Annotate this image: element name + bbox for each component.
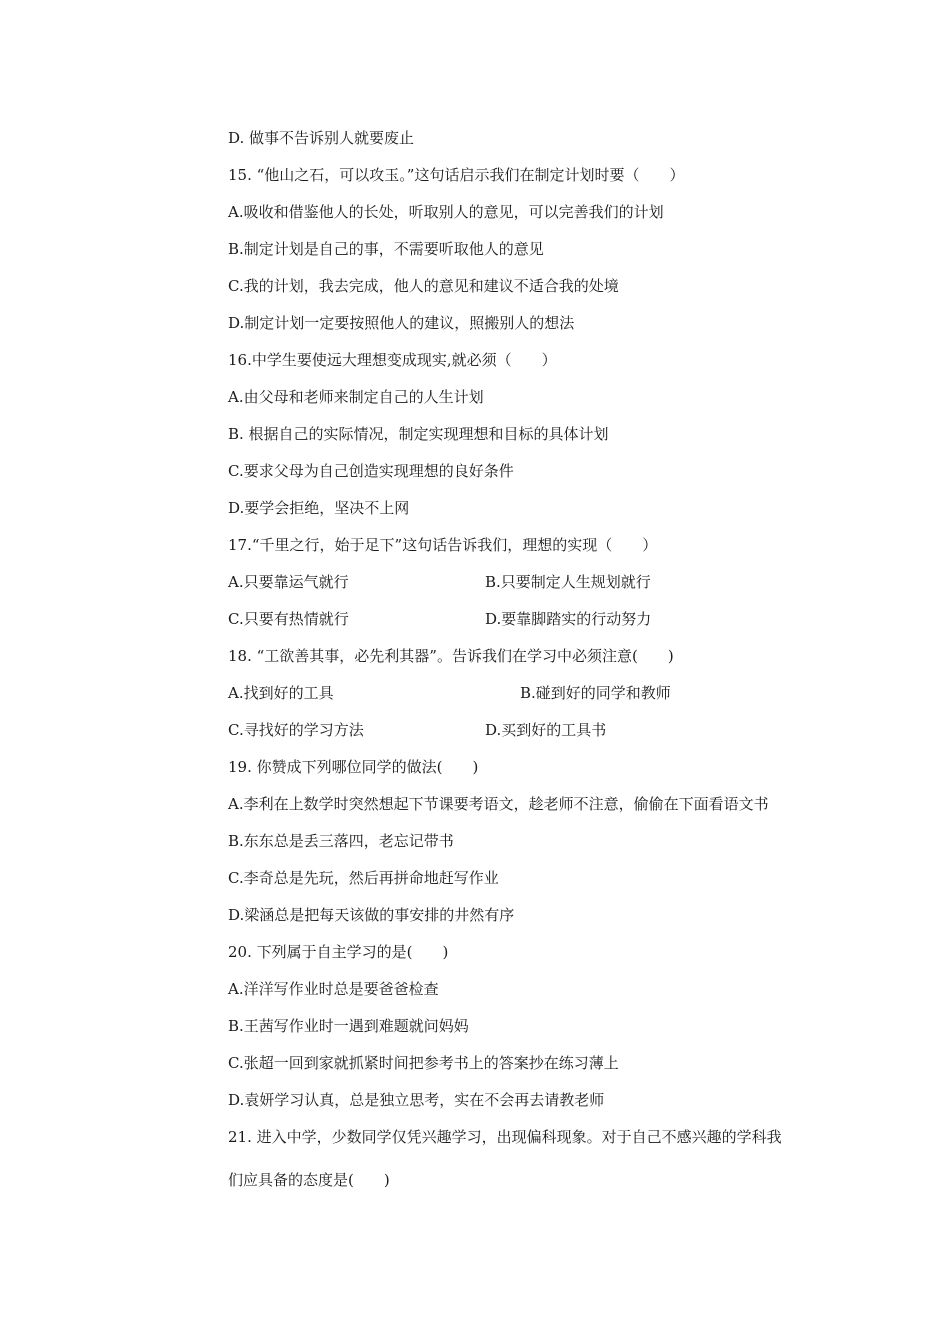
q17-option-d: D.要靠脚踏实的行动努力 (485, 610, 652, 628)
q20-option-a: A.洋洋写作业时总是要爸爸检查 (228, 980, 439, 998)
q20-question: 20. 下列属于自主学习的是( ) (228, 943, 449, 961)
q18-option-c: C.寻找好的学习方法 (228, 721, 364, 739)
q17-question: 17.“千里之行，始于足下”这句话告诉我们，理想的实现（ ） (228, 536, 658, 554)
q14-option-d: D. 做事不告诉别人就要废止 (228, 129, 415, 147)
q18-question: 18. “工欲善其事，必先利其器”。告诉我们在学习中必须注意( ) (228, 647, 674, 665)
q21-question-line-2: 们应具备的态度是( ) (228, 1171, 390, 1189)
q20-option-b: B.王茜写作业时一遇到难题就问妈妈 (228, 1017, 469, 1035)
q15-option-b: B.制定计划是自己的事，不需要听取他人的意见 (228, 240, 544, 258)
q18-option-d: D.买到好的工具书 (485, 721, 607, 739)
q18-option-a: A.找到好的工具 (228, 684, 334, 702)
q15-option-a: A.吸收和借鉴他人的长处，听取别人的意见，可以完善我们的计划 (228, 203, 664, 221)
q17-option-c: C.只要有热情就行 (228, 610, 349, 628)
q16-option-c: C.要求父母为自己创造实现理想的良好条件 (228, 462, 514, 480)
q18-option-b: B.碰到好的同学和教师 (520, 684, 671, 702)
q19-option-c: C.李奇总是先玩，然后再拼命地赶写作业 (228, 869, 499, 887)
q21-question-line-1: 21. 进入中学，少数同学仅凭兴趣学习，出现偏科现象。对于自己不感兴趣的学科我 (228, 1128, 782, 1146)
q20-option-d: D.袁妍学习认真，总是独立思考，实在不会再去请教老师 (228, 1091, 605, 1109)
q15-option-d: D.制定计划一定要按照他人的建议，照搬别人的想法 (228, 314, 575, 332)
q16-question: 16.中学生要使远大理想变成现实,就必须（ ） (228, 351, 557, 369)
q16-option-d: D.要学会拒绝，坚决不上网 (228, 499, 410, 517)
q19-option-d: D.梁涵总是把每天该做的事安排的井然有序 (228, 906, 515, 924)
q19-option-a: A.李利在上数学时突然想起下节课要考语文，趁老师不注意，偷偷在下面看语文书 (228, 795, 769, 813)
q20-option-c: C.张超一回到家就抓紧时间把参考书上的答案抄在练习薄上 (228, 1054, 619, 1072)
q17-option-b: B.只要制定人生规划就行 (485, 573, 651, 591)
q19-question: 19. 你赞成下列哪位同学的做法( ) (228, 758, 479, 776)
q17-option-a: A.只要靠运气就行 (228, 573, 349, 591)
q16-option-b: B. 根据自己的实际情况，制定实现理想和目标的具体计划 (228, 425, 609, 443)
q16-option-a: A.由父母和老师来制定自己的人生计划 (228, 388, 484, 406)
q15-question: 15. “他山之石，可以攻玉。”这句话启示我们在制定计划时要（ ） (228, 166, 685, 184)
q19-option-b: B.东东总是丢三落四，老忘记带书 (228, 832, 454, 850)
q15-option-c: C.我的计划，我去完成，他人的意见和建议不适合我的处境 (228, 277, 619, 295)
